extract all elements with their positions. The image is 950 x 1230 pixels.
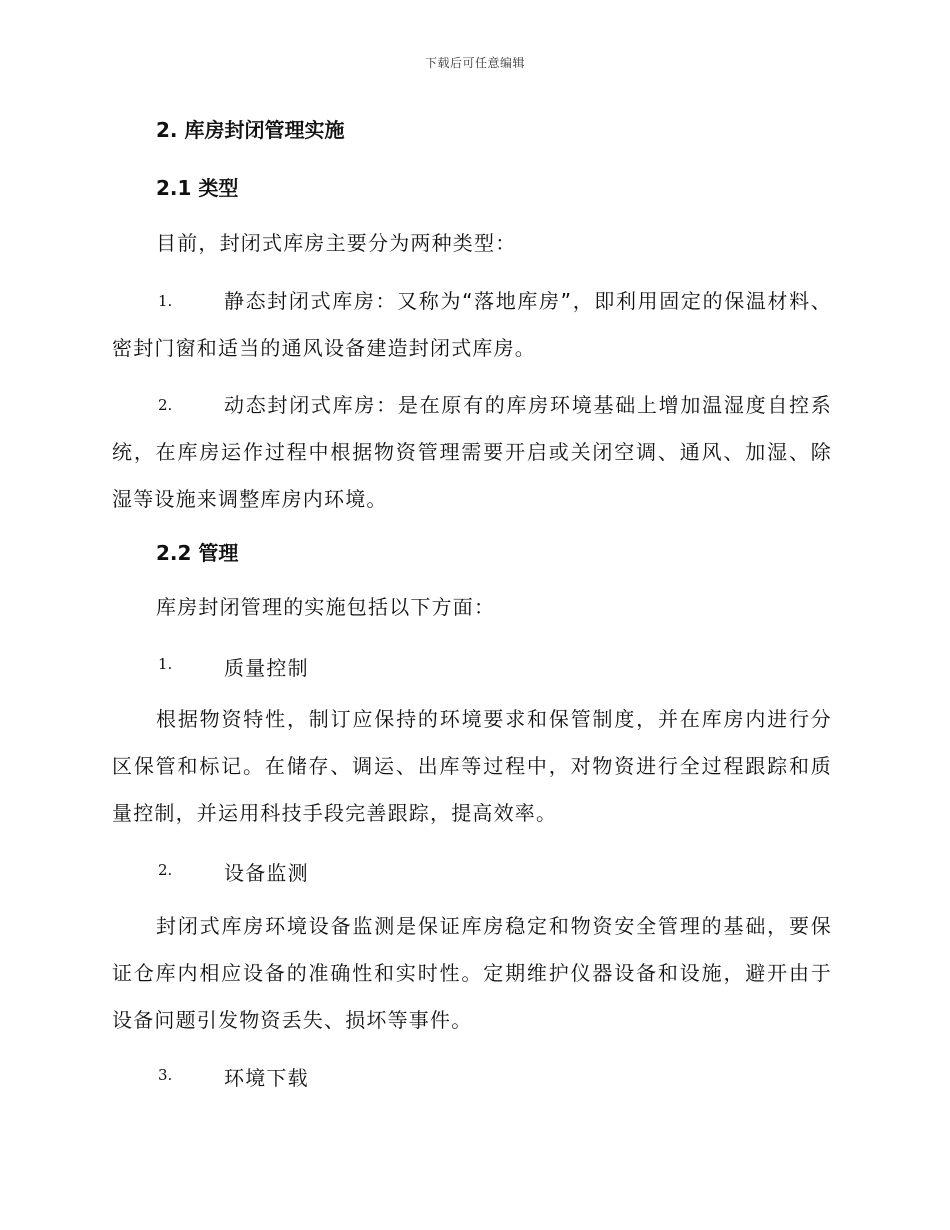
- type-item-2-text: 动态封闭式库房：是在原有的库房环境基础上增加温湿度自控系统，在库房运作过程中根据物资管理需要开启或关闭空调、通风、加湿、除湿等设施来调整库房内环境。: [112, 393, 832, 511]
- list-number: 3.: [158, 1066, 173, 1084]
- mgmt-item-2-body: 封闭式库房环境设备监测是保证库房稳定和物资安全管理的基础，要保证仓库内相应设备的准确性和实时性。定期维护仪器设备和设施，避开由于设备问题引发物资丢失、损坏等事件。: [112, 914, 832, 1032]
- list-number: 1.: [158, 655, 173, 673]
- section-2-2-title: 2.2 管理: [156, 541, 239, 565]
- list-number: 2.: [158, 396, 173, 414]
- section-2-title: 2. 库房封闭管理实施: [156, 118, 345, 142]
- mgmt-item-1-title: 质量控制: [224, 656, 309, 680]
- mgmt-item-2-title: 设备监测: [224, 861, 309, 885]
- section-2-1-title: 2.1 类型: [156, 176, 239, 200]
- type-item-2: [112, 382, 832, 523]
- type-item-1: [112, 278, 832, 372]
- page-header: 下载后可任意编辑: [424, 56, 525, 70]
- mgmt-item-3-title: 环境下载: [224, 1066, 309, 1090]
- list-number: 2.: [158, 861, 173, 879]
- mgmt-item-1-body: 根据物资特性，制订应保持的环境要求和保管制度，并在库房内进行分区保管和标记。在储存、调运、出库等过程中，对物资进行全过程跟踪和质量控制，并运用科技手段完善跟踪，提高效率。: [112, 707, 832, 825]
- list-number: 1.: [158, 292, 173, 310]
- section-2-1-intro: 目前，封闭式库房主要分为两种类型：: [156, 231, 517, 255]
- type-item-1-text: 静态封闭式库房：又称为“落地库房”，即利用固定的保温材料、密封门窗和适当的通风设备建造封闭式库房。: [112, 289, 832, 360]
- section-2-2-intro: 库房封闭管理的实施包括以下方面：: [156, 595, 496, 619]
